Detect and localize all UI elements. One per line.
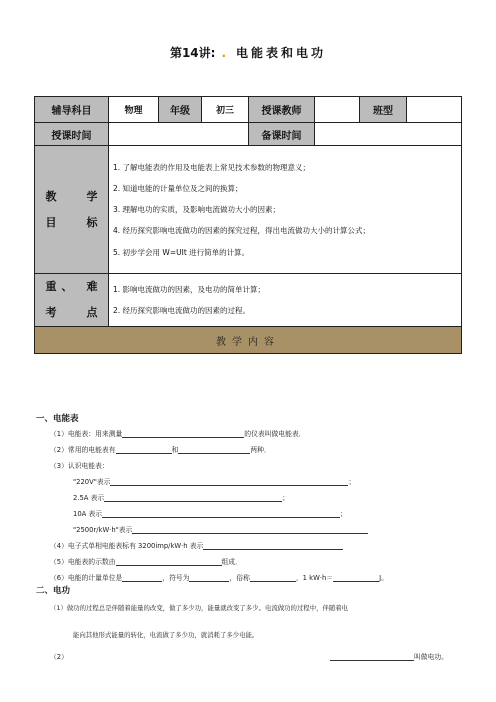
goals-label-1: 教 学 bbox=[45, 189, 98, 203]
s2-line2 bbox=[50, 651, 460, 661]
s1-line1 bbox=[50, 428, 305, 438]
s1-l6d: ，1 kW·h＝ bbox=[295, 574, 334, 582]
time-value bbox=[109, 123, 249, 146]
blank[interactable] bbox=[116, 445, 172, 454]
s2-line1b: 能向其他形式能量的转化，电流做了多少功，就消耗了多少电能。 bbox=[73, 631, 259, 639]
blank[interactable] bbox=[250, 573, 296, 582]
blank[interactable] bbox=[104, 493, 282, 502]
s1-l6c: ，俗称 bbox=[229, 574, 250, 582]
blank[interactable] bbox=[189, 573, 229, 582]
keys-list bbox=[109, 274, 462, 327]
row-header bbox=[35, 97, 462, 123]
blank[interactable] bbox=[333, 573, 379, 582]
title-dot: . bbox=[221, 46, 227, 60]
s1-line2 bbox=[50, 444, 271, 454]
subject-label: 辅导科目 bbox=[35, 97, 109, 123]
s1-line3: （3）认识电能表： bbox=[50, 462, 109, 470]
s1-2500: "2500r/kW·h"表示 bbox=[73, 526, 133, 534]
s1-l1a: （1）电能表：用来测量 bbox=[50, 430, 123, 438]
keys-label bbox=[35, 274, 109, 327]
goal-item: 5. 初步学会用 W=UIt 进行简单的计算。 bbox=[113, 247, 250, 257]
s1-l6a: （6）电能的计量单位是 bbox=[50, 574, 123, 582]
blank[interactable] bbox=[203, 541, 343, 550]
goal-item: 4. 经历探究影响电流做功的因素的探究过程，得出电流做功大小的计算公式； bbox=[113, 225, 371, 235]
s1-25: 2.5A 表示 bbox=[73, 494, 105, 502]
teacher-value bbox=[315, 97, 360, 123]
s1-line-10: 10A 表示 ； bbox=[73, 510, 347, 518]
blank[interactable] bbox=[132, 525, 368, 534]
time-label: 授课时间 bbox=[35, 123, 109, 146]
grade-value: 初三 bbox=[202, 97, 249, 123]
row-goals bbox=[35, 146, 462, 274]
s1-l6e: J。 bbox=[379, 574, 388, 582]
s1-l6b: ，符号为 bbox=[162, 574, 190, 582]
goals-label-2: 目 标 bbox=[45, 215, 98, 229]
s1-line6 bbox=[50, 572, 388, 582]
title-lesson: 第14讲: bbox=[169, 46, 216, 60]
s1-l5a: （5）电能表的示数由 bbox=[50, 558, 116, 566]
teacher-label: 授课教师 bbox=[249, 97, 315, 123]
s1-line5 bbox=[50, 556, 242, 566]
goal-item: 1. 了解电能表的作用及电能表上常见技术参数的物理意义； bbox=[113, 162, 311, 172]
class-label: 班型 bbox=[360, 97, 407, 123]
content-banner: 教学内容 bbox=[35, 327, 462, 354]
s1-l5b: 组成． bbox=[221, 558, 242, 566]
class-value bbox=[407, 97, 462, 123]
goals-list bbox=[109, 146, 462, 274]
s1-l2c: 两种． bbox=[250, 446, 271, 454]
goals-label bbox=[35, 146, 109, 274]
s1-l2b: 和 bbox=[171, 446, 179, 454]
s1-line-25: 2.5A 表示 ； bbox=[73, 494, 290, 502]
blank[interactable] bbox=[110, 477, 348, 486]
s1-l2a: （2）常用的电能表有 bbox=[50, 446, 116, 454]
blank[interactable] bbox=[102, 509, 340, 518]
row-banner bbox=[35, 327, 462, 354]
blank[interactable] bbox=[122, 573, 162, 582]
keys-label-1: 重、 难 bbox=[45, 280, 98, 293]
lesson-info-table bbox=[34, 96, 462, 354]
keys-label-2: 考 点 bbox=[45, 306, 98, 319]
goal-item: 2. 知道电能的计量单位及之间的换算； bbox=[113, 183, 243, 193]
page-title bbox=[0, 44, 496, 61]
s2-l2a: （2） bbox=[50, 653, 68, 661]
s1-220: "220V"表示 bbox=[73, 478, 111, 486]
s2-l2b: 叫做电功。 bbox=[414, 653, 448, 661]
prep-value bbox=[315, 123, 462, 146]
subject-value: 物理 bbox=[109, 97, 159, 123]
grade-label: 年级 bbox=[159, 97, 202, 123]
s1-line4 bbox=[50, 540, 343, 550]
section2-heading: 二、电功 bbox=[36, 586, 71, 596]
s1-10: 10A 表示 bbox=[73, 510, 103, 518]
s1-l1b: 的仪表叫做电能表． bbox=[244, 430, 306, 438]
s1-line-2500 bbox=[73, 524, 368, 534]
title-topic: 电能表和电功 bbox=[236, 46, 327, 60]
goal-item: 3. 理解电功的实质，及影响电流做功大小的因素； bbox=[113, 204, 281, 214]
s2-line1: （1）做功的过程总是伴随着能量的改变，做了多少功，能量就改变了多少。电流做功的过程中，伴随着电 bbox=[50, 604, 349, 612]
row-time bbox=[35, 123, 462, 146]
row-keys bbox=[35, 274, 462, 327]
blank[interactable] bbox=[116, 557, 222, 566]
blank[interactable] bbox=[122, 429, 244, 438]
key-item: 1. 影响电流做功的因素，及电功的简单计算； bbox=[113, 285, 266, 294]
s1-l4a: （4）电子式单相电能表标有 3200imp/kW·h 表示 bbox=[50, 542, 204, 550]
s1-line-220: "220V"表示 ； bbox=[73, 478, 356, 486]
section1-heading: 一、电能表 bbox=[36, 414, 79, 424]
blank[interactable] bbox=[330, 652, 414, 661]
blank[interactable] bbox=[178, 445, 250, 454]
s2-l2-tail bbox=[330, 651, 448, 661]
prep-label: 备课时间 bbox=[249, 123, 315, 146]
key-item: 2. 经历探究影响电流做功的因素的过程。 bbox=[113, 306, 251, 315]
